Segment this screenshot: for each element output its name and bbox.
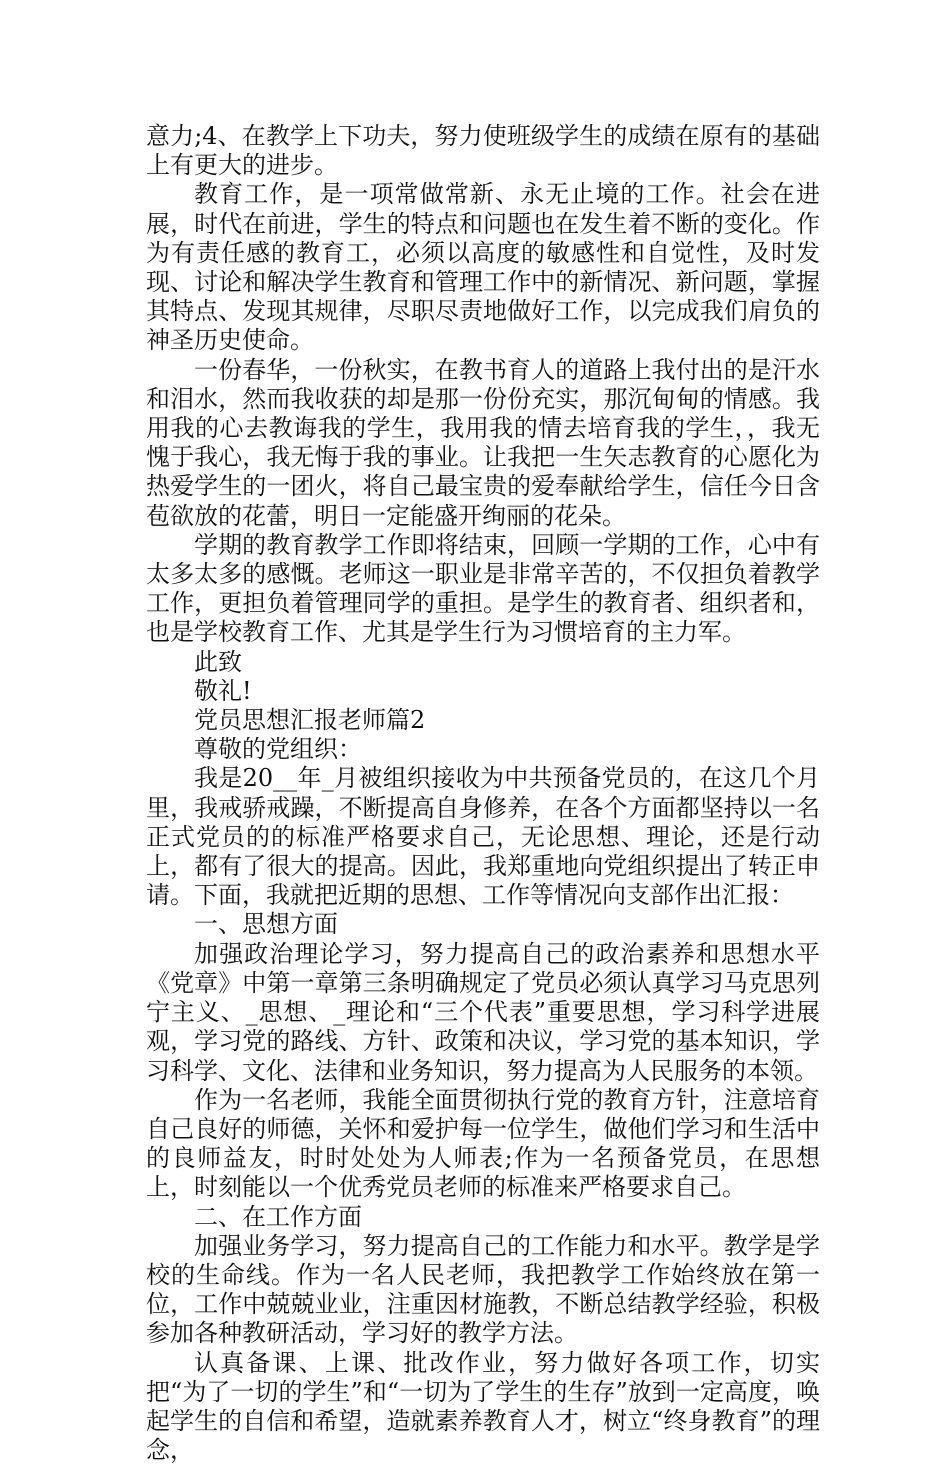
document-page [146, 122, 820, 1465]
paragraph-professional-study: 加强业务学习，努力提高自己的工作能力和水平。教学是学校的生命线。作为一名人民老师，我把教学工作始终放在第一位，工作中兢兢业业，注重因材施教，不断总结教学经验，积极参加各种教研活动，学习好的教学方法。 [146, 1231, 820, 1348]
section-title-part2: 党员思想汇报老师篇2 [194, 706, 426, 735]
paragraph-teacher-ethics: 作为一名老师，我能全面贯彻执行党的教育方针，注意培育自己良好的师德，关怀和爱护每一位学生，做他们学习和生活中的良师益友，时时处处为人师表;作为一名预备党员，在思想上，时刻能以一个优秀党员老师的标准来严格要求自己。 [146, 1085, 820, 1202]
salutation: 尊敬的党组织： [194, 735, 362, 764]
heading-work: 二、在工作方面 [194, 1202, 362, 1231]
closing-jingli: 敬礼! [194, 676, 252, 705]
paragraph-spring-autumn: 一份春华，一份秋实，在教书育人的道路上我付出的是汗水和泪水，然而我收获的却是那一份份充实，那沉甸甸的情感。我用我的心去教诲我的学生，我用我的情去培育我的学生，，我无愧于我心，我无悔于我的事业。让我把一生矢志教育的心愿化为热爱学生的一团火，将自己最宝贵的爱奉献给学生，信任今日含苞欲放的花蕾，明日一定能盛开绚丽的花朵。 [146, 355, 820, 530]
closing-cizhi: 此致 [194, 647, 242, 676]
paragraph-introduction: 我是20__年_月被组织接收为中共预备党员的，在这几个月里，我戒骄戒躁，不断提高自身修养，在各个方面都坚持以一名正式党员的的标准严格要求自己，无论思想、理论，还是行动上，都有了很大的提高。因此，我郑重地向党组织提出了转正申请。下面，我就把近期的思想、工作等情况向支部作出汇报： [146, 764, 820, 910]
paragraph-political-study: 加强政治理论学习，努力提高自己的政治素养和思想水平《党章》中第一章第三条明确规定了党员必须认真学习马克思列宁主义、_思想、_理论和“三个代表”重要思想，学习科学进展观，学习党的路线、方针、政策和决议，学习党的基本知识，学习科学、文化、法律和业务知识，努力提高为人民服务的本领。 [146, 939, 820, 1085]
heading-ideology: 一、思想方面 [194, 910, 338, 939]
paragraph-continued: 意力;4、在教学上下功夫，努力使班级学生的成绩在原有的基础上有更大的进步。 [146, 122, 820, 180]
paragraph-lesson-prep: 认真备课、上课、批改作业，努力做好各项工作，切实把“为了一切的学生”和“一切为了学生的生存”放到一定高度，唤起学生的自信和希望，造就素养教育人才，树立“终身教育”的理念， [146, 1348, 820, 1465]
paragraph-semester-end: 学期的教育教学工作即将结束，回顾一学期的工作，心中有太多太多的感慨。老师这一职业是非常辛苦的，不仅担负着教学工作，更担负着管理同学的重担。是学生的教育者、组织者和，也是学校教育工作、尤其是学生行为习惯培育的主力军。 [146, 530, 820, 647]
paragraph-education-work: 教育工作，是一项常做常新、永无止境的工作。社会在进展，时代在前进，学生的特点和问题也在发生着不断的变化。作为有责任感的教育工，必须以高度的敏感性和自觉性，及时发现、讨论和解决学生教育和管理工作中的新情况、新问题，掌握其特点、发现其规律，尽职尽责地做好工作，以完成我们肩负的神圣历史使命。 [146, 180, 820, 355]
